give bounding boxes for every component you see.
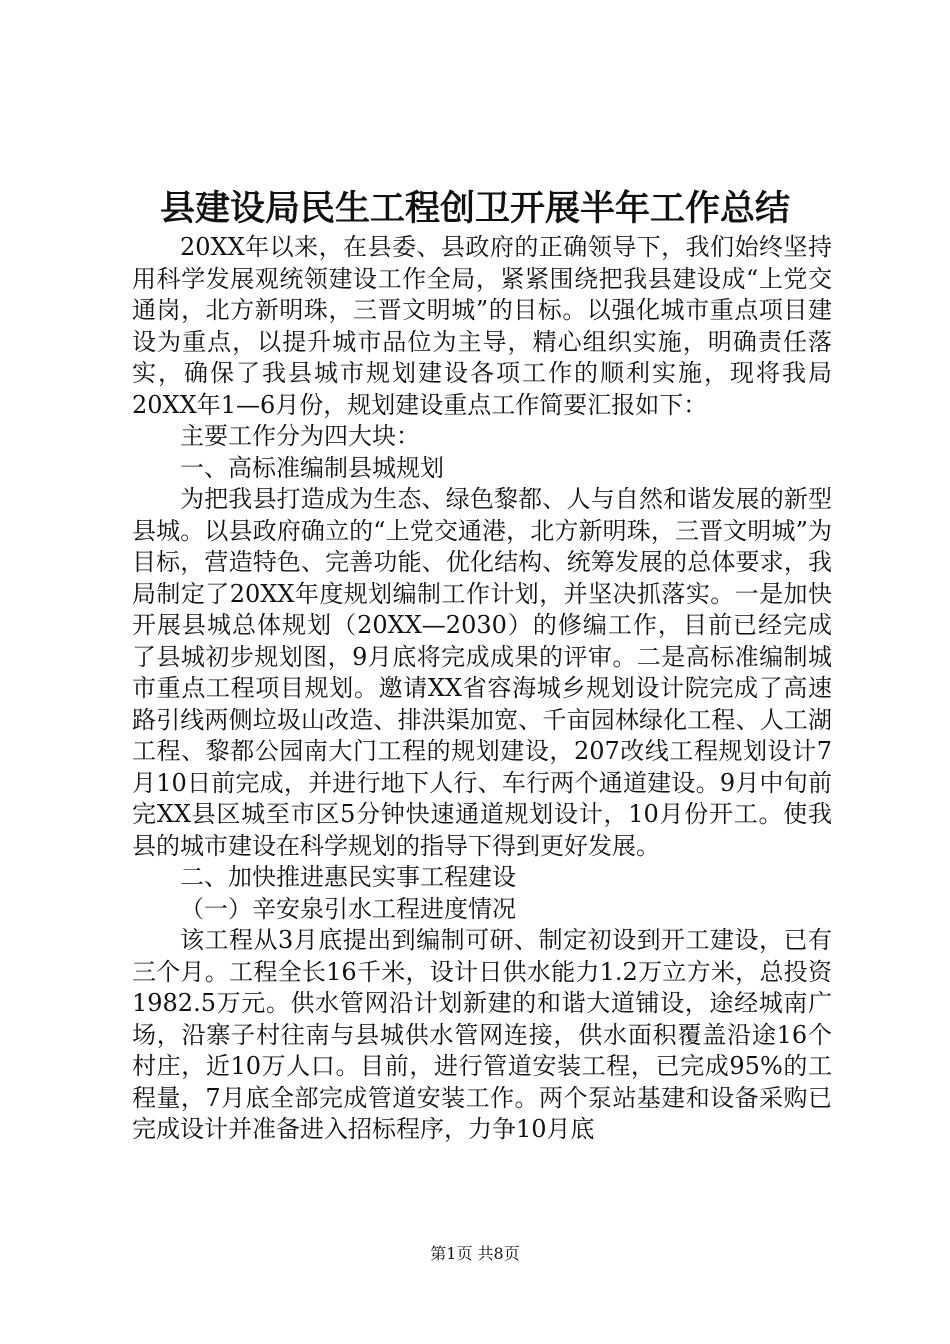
page-footer: 第1页 共8页: [430, 1244, 520, 1263]
section-heading-2: 二、加快推进惠民实事工程建设: [180, 863, 516, 891]
subsection-heading-1: （一）辛安泉引水工程进度情况: [180, 894, 516, 923]
document-body: [132, 232, 832, 1146]
document-title: 县建设局民生工程创卫开展半年工作总结: [159, 188, 790, 229]
paragraph-intro: 20XX年以来，在县委、县政府的正确领导下，我们始终坚持用科学发展观统领建设工作全局，紧紧围绕把我县建设成“上党交通岗，北方新明珠，三晋文明城”的目标。以强化城市重点项目建设为重点，以提升城市品位为主导，精心组织实施，明确责任落实，确保了我县城市规划建设各项工作的顺利实施，现将我局20XX年1—6月份，规划建设重点工作简要汇报如下：: [132, 233, 832, 419]
paragraph-planning: 为把我县打造成为生态、绿色黎都、人与自然和谐发展的新型县城。以县政府确立的“上党交通港，北方新明珠，三晋文明城”为目标，营造特色、完善功能、优化结构、统筹发展的总体要求，我局制定了20XX年度规划编制工作计划，并坚决抓落实。一是加快开展县城总体规划（20XX—2030）的修编工作，目前已经完成了县城初步规划图，9月底将完成成果的评审。二是高标准编制城市重点工程项目规划。邀请XX省容海城乡规划设计院完成了高速路引线两侧垃圾山改造、排洪渠加宽、千亩园林绿化工程、人工湖工程、黎都公园南大门工程的规划建设，207改线工程规划设计7月10日前完成，并进行地下人行、车行两个通道建设。9月中旬前完XX县区城至市区5分钟快速通道规划设计，10月份开工。使我县的城市建设在科学规划的指导下得到更好发展。: [132, 485, 832, 860]
paragraph-main-work: 主要工作分为四大块：: [180, 422, 420, 450]
section-heading-1: 一、高标准编制县城规划: [180, 453, 444, 482]
paragraph-water-project: 该工程从3月底提出到编制可研、制定初设到开工建设，已有三个月。工程全长16千米，设计日供水能力1.2万立方米，总投资1982.5万元。供水管网沿计划新建的和谐大道铺设，途经城南广场，沿寨子村往南与县城供水管网连接，供水面积覆盖沿途16个村庄，近10万人口。目前，进行管道安装工程，已完成95%的工程量，7月底全部完成管道安装工作。两个泵站基建和设备采购已完成设计并准备进入招标程序，力争10月底: [132, 926, 832, 1143]
